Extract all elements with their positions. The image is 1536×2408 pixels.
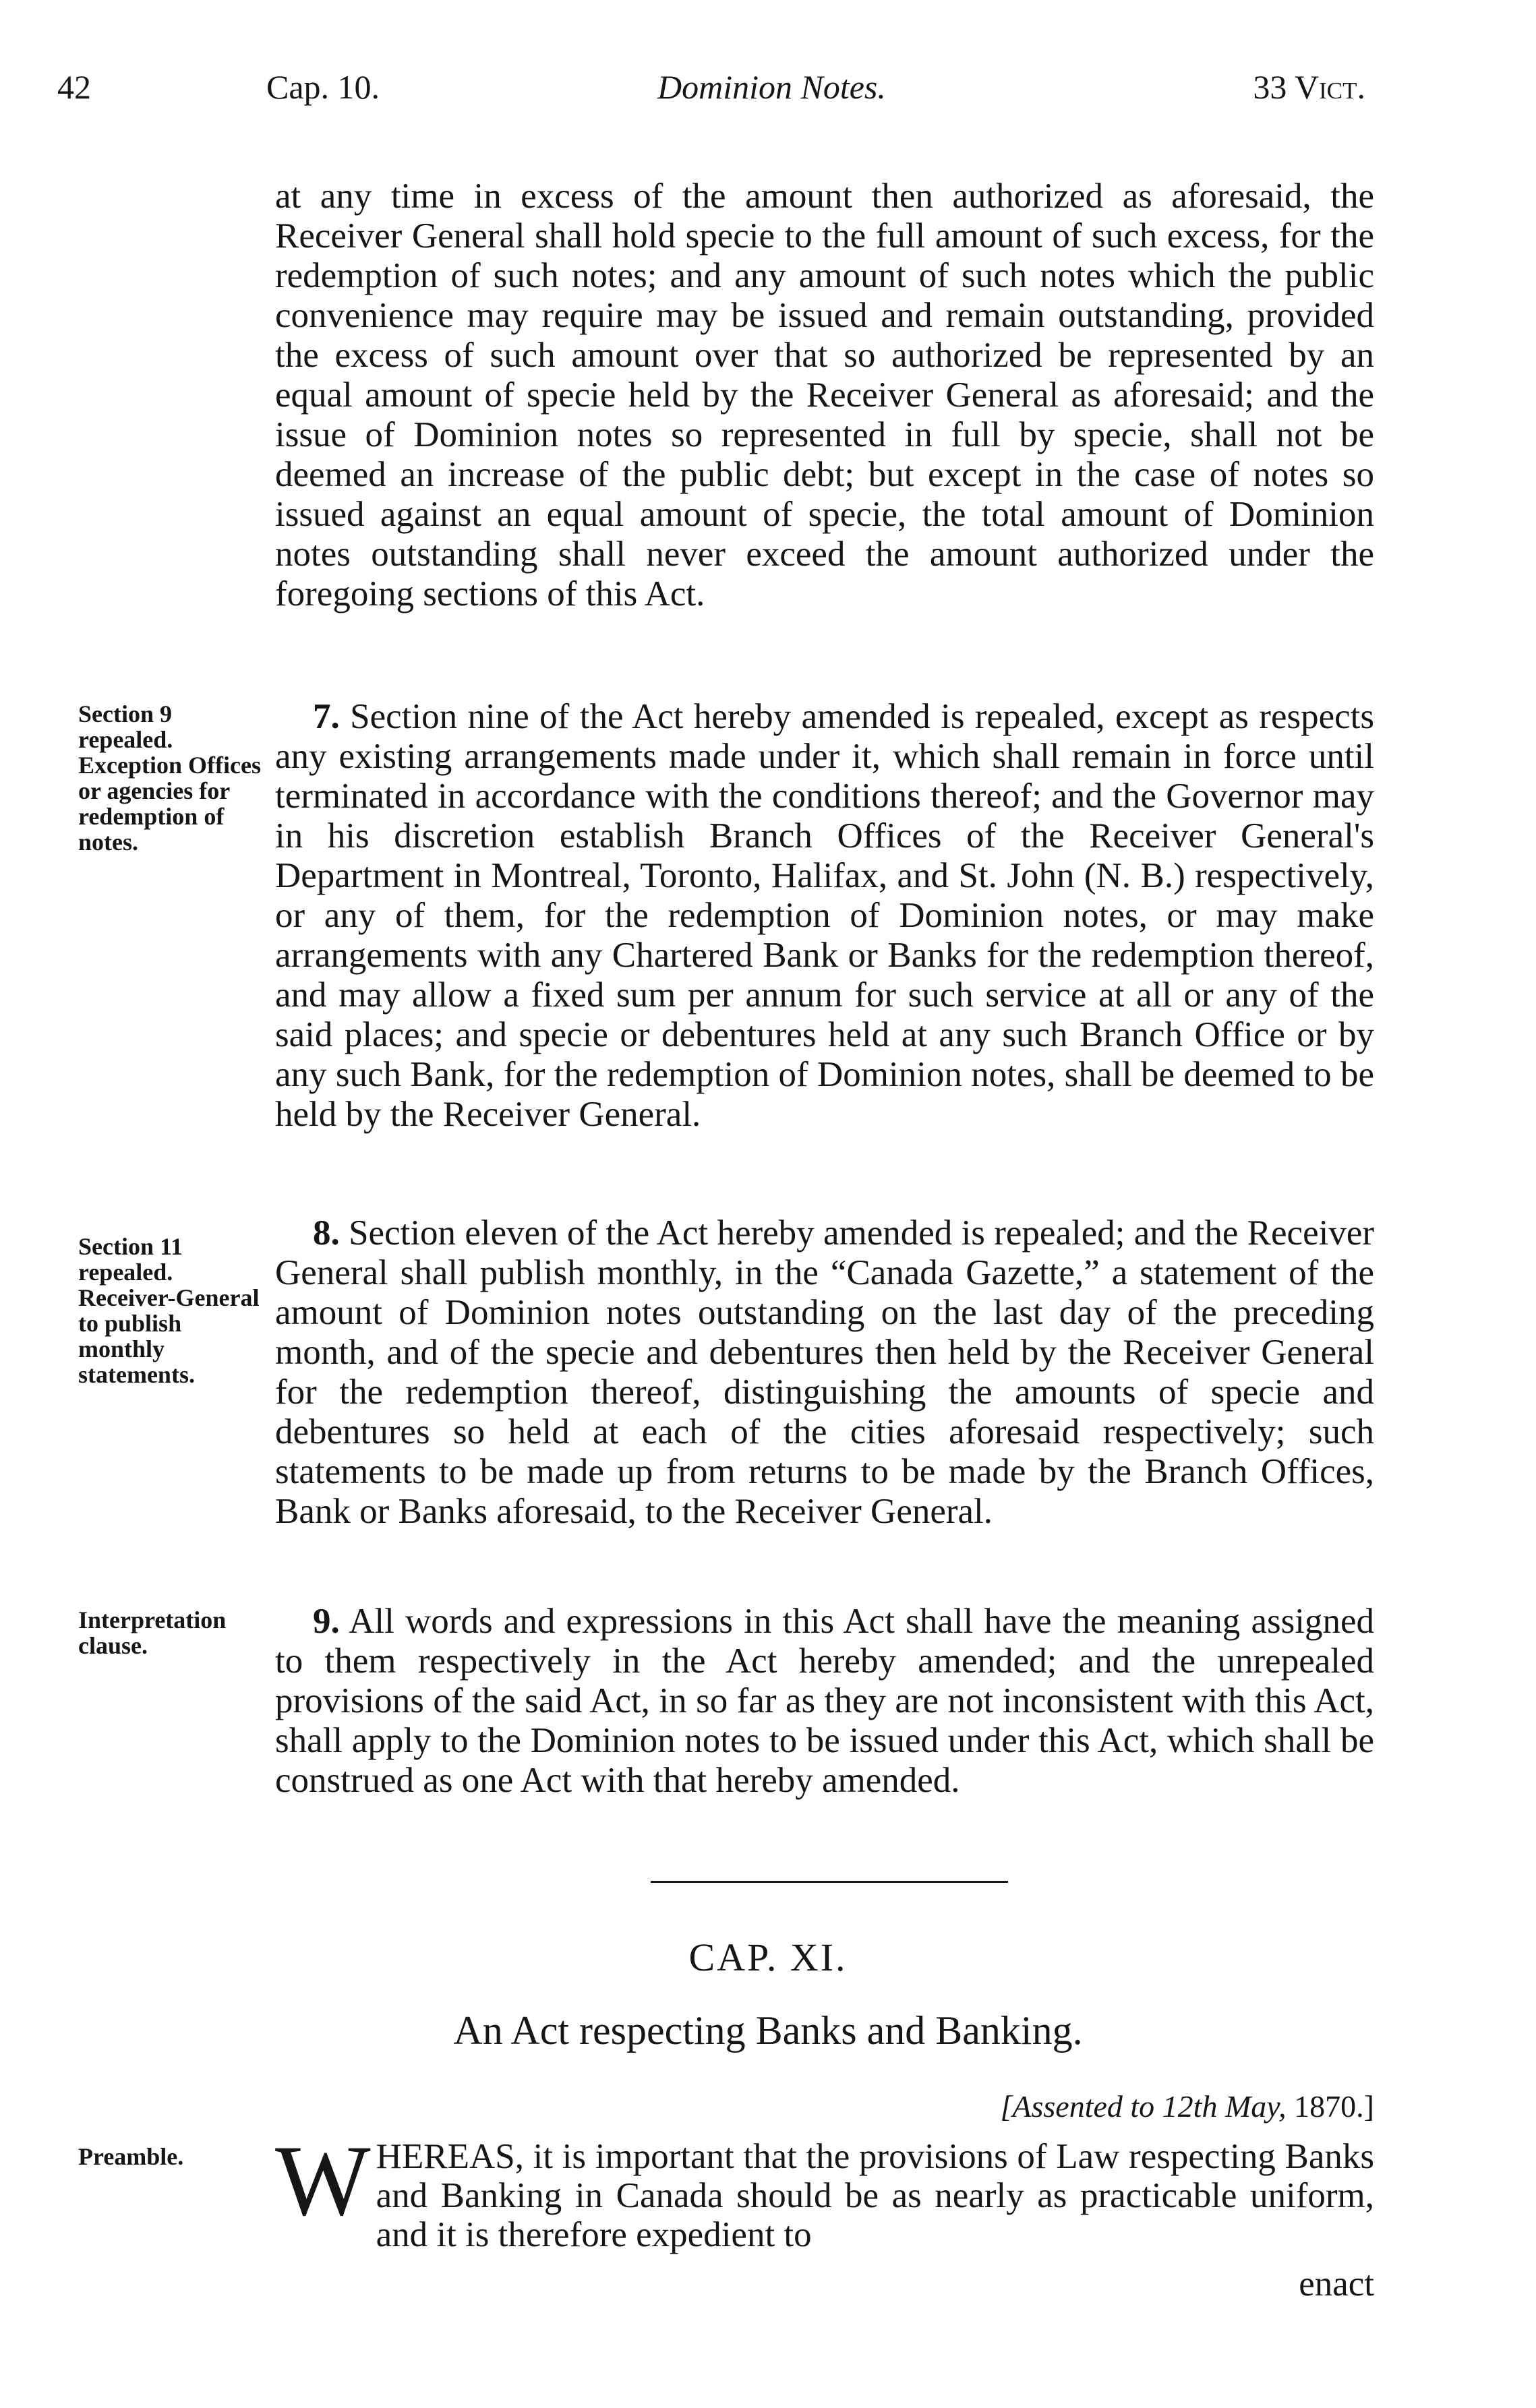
- section-9: [275, 1602, 1374, 1801]
- section-divider: [651, 1881, 1008, 1883]
- section-9-number: 9.: [313, 1602, 340, 1641]
- running-title: Dominion Notes.: [657, 68, 886, 106]
- opening-paragraph: [275, 177, 1374, 614]
- preamble: [275, 2125, 1374, 2254]
- section-9-paragraph: [275, 1602, 1374, 1801]
- opening-paragraph-text: at any time in excess of the amount then authorized as aforesaid, the Receiver General shall hold specie to the full amount of such excess, for the redemption of such notes; and any amount of such notes which the public convenience may require may be issued and remain outstanding, provided the excess of such amount over that so authorized be represented by an equal amount of specie held by the Receiver General as aforesaid; and the issue of Dominion notes so represented in full by specie, shall not be deemed an increase of the public debt; but except in the case of notes so issued against an equal amount of specie, the total amount of Dominion notes outstanding shall never exceed the amount authorized under the foregoing sections of this Act.: [275, 177, 1374, 613]
- section-7-paragraph: [275, 697, 1374, 1135]
- section-7-text: Section nine of the Act hereby amended is repealed, except as respects any existing arrangements made under it, which shall remain in force until terminated in accordance with the conditions thereof; and the Governor may in his discretion establish Branch Offices of the Receiver General's Department in Montreal, Toronto, Halifax, and St. John (N. B.) respectively, or any of them, for the redemption of Dominion notes, or may make arrangements with any Chartered Bank or Banks for the redemption thereof, and may allow a fixed sum per annum for such service at all or any of the said places; and specie or debentures held at any such Branch Office or by any such Bank, for the redemption of Dominion notes, shall be deemed to be held by the Receiver General.: [275, 697, 1374, 1134]
- section-8-text: Section eleven of the Act hereby amended is repealed; and the Receiver General shall publish monthly, in the “Canada Gazette,” a statement of the amount of Dominion notes outstanding on the last day of the preceding month, and of the specie and debentures then held by the Receiver General for the redemption thereof, distinguishing the amounts of specie and debentures so held at each of the cities aforesaid respectively; such statements to be made up from returns to be made by the Branch Offices, Bank or Banks aforesaid, to the Receiver General.: [275, 1213, 1375, 1531]
- chapter-reference: Cap. 10.: [266, 68, 380, 106]
- margin-note-section-9: Interpretation clause.: [78, 1606, 227, 1659]
- catchword: enact: [1299, 2264, 1374, 2304]
- assent-date-prefix: [Assented to 12th May,: [1000, 2089, 1287, 2124]
- section-9-text: All words and expressions in this Act shall have the meaning assigned to them respectively in the Act hereby amended; and the unrepealed provisions of the said Act, in so far as they are not inconsistent with this Act, shall apply to the Dominion notes to be issued under this Act, which shall be construed as one Act with that hereby amended.: [275, 1602, 1374, 1800]
- chapter-heading: CAP. XI.: [688, 1935, 848, 1979]
- page-number: 42: [57, 68, 91, 106]
- section-8-paragraph: [275, 1213, 1374, 1532]
- section-8: [275, 1213, 1374, 1532]
- act-title: An Act respecting Banks and Banking.: [453, 2008, 1083, 2053]
- section-8-number: 8.: [313, 1213, 340, 1253]
- margin-note-section-7: Section 9 repealed. Exception Offices or agencies for redemption of notes.: [78, 700, 261, 855]
- margin-note-section-8: Section 11 repealed. Receiver-General to publish monthly statements.: [78, 1233, 260, 1388]
- assent-date-year: 1870.]: [1294, 2089, 1374, 2124]
- section-7-number: 7.: [313, 697, 340, 736]
- running-header: [57, 67, 1365, 148]
- regnal-year: 33 Vict.: [1253, 68, 1365, 106]
- margin-note-preamble: Preamble.: [78, 2143, 184, 2170]
- section-7: [275, 697, 1374, 1135]
- drop-cap: W: [275, 2125, 371, 2237]
- assent-date: [1000, 2088, 1374, 2124]
- preamble-text: HEREAS, it is important that the provisions of Law respecting Banks and Banking in Canada should be as nearly as practicable uniform, and it is therefore expedient to: [376, 2137, 1374, 2254]
